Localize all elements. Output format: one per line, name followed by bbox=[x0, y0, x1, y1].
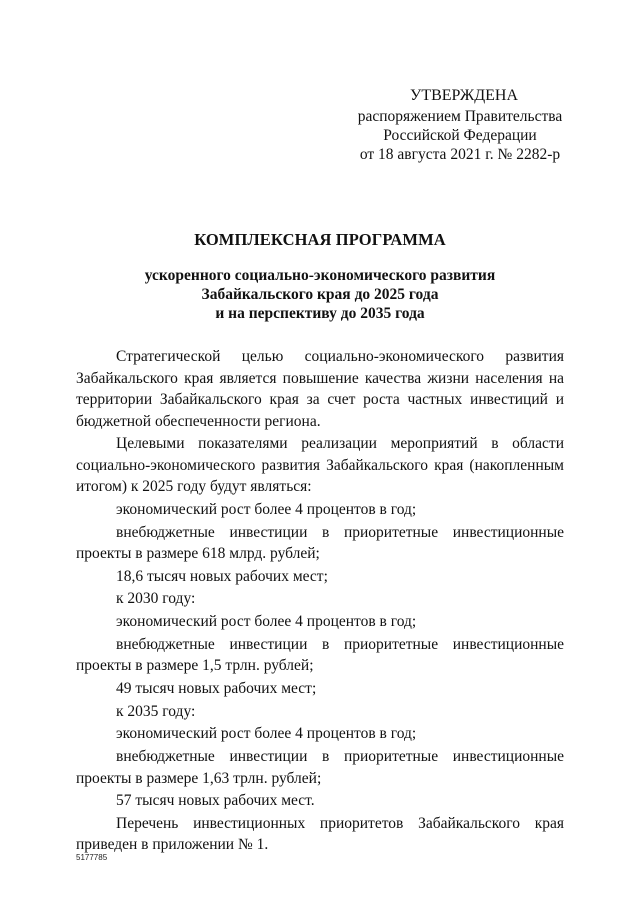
title-block bbox=[60, 230, 580, 323]
document-title: КОМПЛЕКСНАЯ ПРОГРАММА bbox=[194, 230, 446, 249]
paragraph-priorities-list: Перечень инвестиционных приоритетов Забайкальского края приведен в приложении № 1. bbox=[76, 814, 564, 854]
document-subtitle-1: ускоренного социально-экономического развития bbox=[144, 267, 496, 284]
paragraph-2035-jobs: 57 тысяч новых рабочих мест. bbox=[116, 792, 315, 810]
approval-line-1: распоряжением Правительства bbox=[357, 108, 563, 125]
paragraph-targets-intro: Целевыми показателями реализации мероприятий в области социально-экономического развития Забайкальского края (накопленным итогом) к 2025 году будут являться: bbox=[76, 435, 564, 496]
paragraph-2030-jobs: 49 тысяч новых рабочих мест; bbox=[116, 680, 317, 697]
paragraph-2025-growth: экономический рост более 4 процентов в год; bbox=[116, 500, 417, 518]
paragraph-goal: Стратегической целью социально-экономического развития Забайкальского края является повышение качества жизни населения на территории Забайкальского края за счет роста частных инвестиций и бюджетной обеспеченности региона. bbox=[76, 348, 564, 430]
paragraph-2030-heading: к 2030 году: bbox=[116, 590, 196, 608]
paragraph-2035-growth: экономический рост более 4 процентов в год; bbox=[116, 725, 417, 743]
paragraph-2030-growth: экономический рост более 4 процентов в год; bbox=[116, 613, 417, 631]
paragraph-2025-investment: внебюджетные инвестиции в приоритетные инвестиционные проекты в размере 618 млрд. рублей; bbox=[76, 523, 564, 563]
document-body bbox=[76, 346, 564, 857]
paragraph-2030-investment: внебюджетные инвестиции в приоритетные инвестиционные проекты в размере 1,5 трлн. рублей; bbox=[76, 635, 564, 675]
paragraph-2035-heading: к 2035 году: bbox=[116, 702, 196, 720]
paragraph-2035-investment: внебюджетные инвестиции в приоритетные инвестиционные проекты в размере 1,63 трлн. рублей; bbox=[76, 748, 564, 787]
approval-block bbox=[340, 86, 580, 164]
paragraph-2025-jobs: 18,6 тысяч новых рабочих мест; bbox=[116, 567, 328, 585]
document-code: 5177785 bbox=[76, 853, 108, 862]
approval-stamp: УТВЕРЖДЕНА bbox=[409, 87, 518, 104]
approval-line-2: Российской Федерации bbox=[383, 127, 537, 144]
document-subtitle-2: Забайкальского края до 2025 года bbox=[201, 286, 439, 303]
document-subtitle-3: и на перспективу до 2035 года bbox=[215, 305, 425, 322]
approval-line-3: от 18 августа 2021 г. № 2282-р bbox=[359, 146, 561, 163]
